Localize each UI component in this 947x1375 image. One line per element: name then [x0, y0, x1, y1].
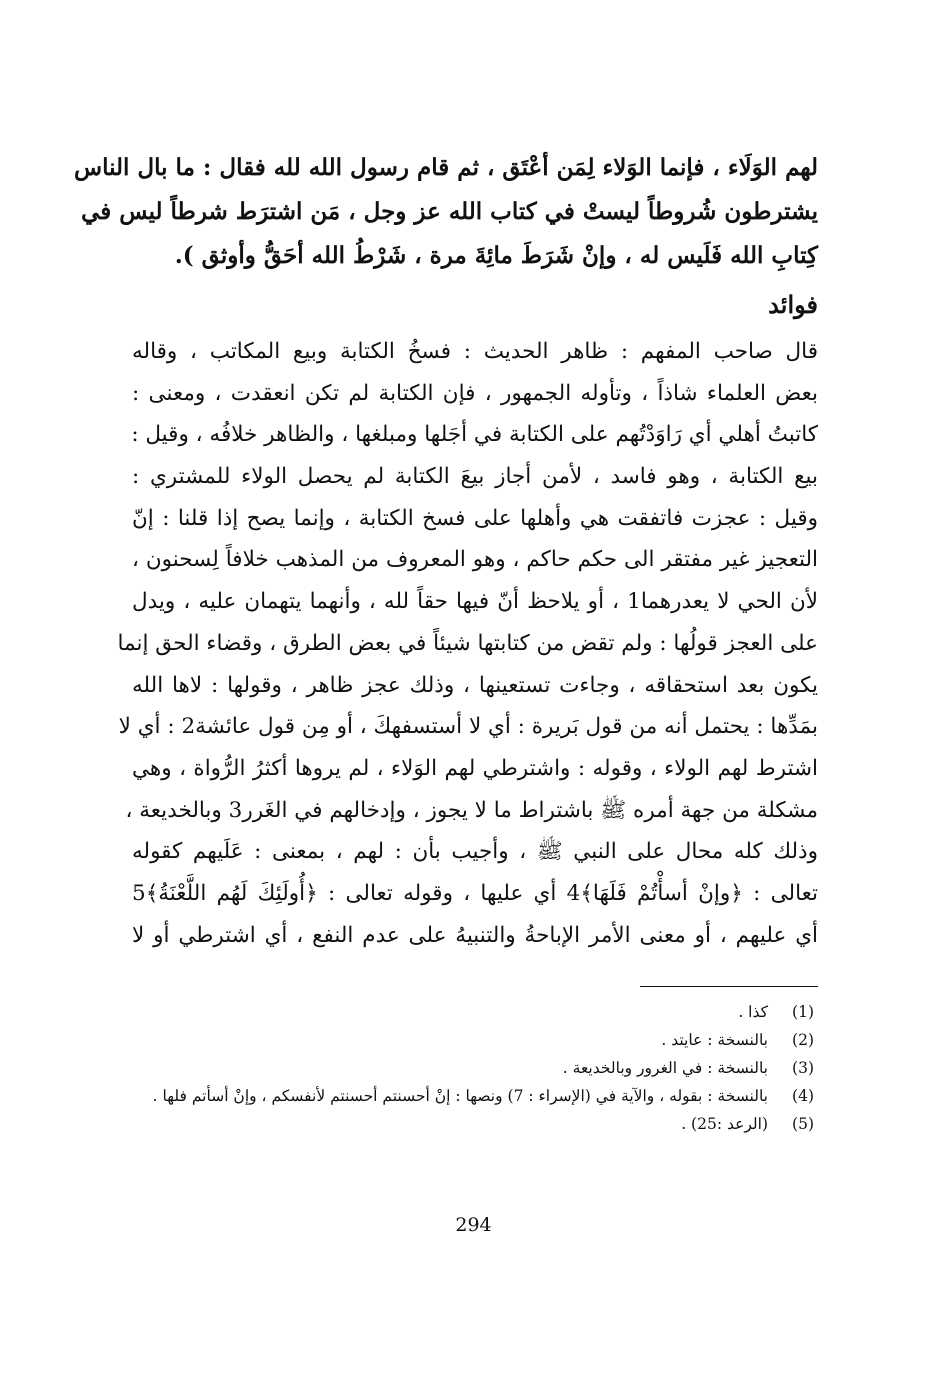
hadith-line: يشترطون شُروطاً ليستْ في كتاب الله عز وجل ، مَن اشترَط شرطاً ليس في	[81, 198, 818, 225]
footnote-divider	[640, 986, 818, 987]
footnote	[128, 998, 818, 1026]
hadith-line: لهم الوَلَاء ، فإنما الوَلاء لِمَن أعْتَق ، ثم قام رسول الله لله فقال : ما بال الناس	[74, 154, 818, 181]
body-line: مشكلة من جهة أمره ﷺ باشتراط ما لا يجوز ، وإدخالهم في الغَرر3 وبالخديعة ،	[125, 797, 818, 823]
hadith-text	[74, 146, 818, 278]
body-line: لأن الحي لا يعدرهما1 ، أو يلاحظ أنّ فيها حقاً لله ، وأنهما يتهمان عليه ، ويدل	[132, 589, 819, 615]
footnote	[128, 1082, 818, 1110]
footnote-number: (5)	[792, 1115, 814, 1133]
body-text	[117, 331, 819, 956]
body-line: على العجز قولُها : ولم تقض من كتابتها شيئاً في بعض الطرق ، وقضاء الحق إنما	[117, 630, 818, 656]
footnotes	[128, 998, 818, 1138]
footnote-text: بالنسخة : في الغرور وبالخديعة .	[562, 1059, 768, 1077]
footnote	[128, 1110, 818, 1138]
body-line: بعض العلماء شاذاً ، وتأوله الجمهور ، فإن الكتابة لم تكن انعقدت ، ومعنى :	[132, 380, 818, 406]
body-line: قال صاحب المفهم : ظاهر الحديث : فسخُ الكتابة وبيع المكاتب ، وقاله	[132, 339, 818, 364]
footnote-text: بالنسخة : بقوله ، والآية في (الإسراء : 7) ونصها : إنْ أحسنتم أحسنتم لأنفسكم ، وإنْ أسأتم فلها .	[152, 1087, 768, 1105]
footnote-text: بالنسخة : عايتد .	[661, 1031, 768, 1049]
body-line: التعجيز غير مفتقر الى حكم حاكم ، وهو المعروف من المذهب خلافاً لِسحنون ،	[132, 547, 818, 573]
footnote-number: (4)	[792, 1087, 814, 1105]
footnote-number: (2)	[792, 1031, 814, 1049]
body-line: يكون بعد استحقاقه ، وجاءت تستعينها ، وذلك عجز ظاهر ، وقولها : لاها الله	[132, 672, 818, 698]
footnote-text: كذا .	[738, 1003, 768, 1021]
page-number: 294	[455, 1214, 492, 1236]
hadith-line: كِتابِ الله فَلَيس له ، وإنْ شَرَطَ مائِةَ مرة ، شَرْطُ الله أحَقُّ وأوثق ).	[174, 242, 818, 269]
body-line: كاتبتُ أهلي أي رَاوَدْتُهم على الكتابة في أجَلها ومبلغها ، والظاهر خلافُه ، وقيل :	[131, 422, 818, 448]
body-line: أي عليهم ، أو معنى الأمر الإباحةُ والتنبيهُ على عدم النفع ، أي اشترطي أو لا	[132, 922, 818, 948]
footnote-number: (3)	[792, 1059, 814, 1077]
body-line: بمَدِّها : يحتمل أنه من قول بَريرة : أي لا أستسفهكَ ، أو مِن قول عائشة2 : أي لا	[118, 714, 818, 740]
footnote-number: (1)	[792, 1003, 814, 1021]
footnote	[128, 1026, 818, 1054]
body-line: تعالى : ﴿وإنْ أسأْتُمْ فَلَهَا﴾4 أي عليها ، وقوله تعالى : ﴿أُولَئِكَ لَهُم اللَّعْنَةُ﴾5	[132, 880, 818, 906]
footnote-text: (الرعد :25) .	[681, 1115, 768, 1133]
body-line: وذلك كله محال على النبي ﷺ ، وأجيب بأن : لهم ، بمعنى : عَلَيهم كقوله	[132, 839, 818, 865]
footnote	[128, 1054, 818, 1082]
body-line: وقيل : عجزت فاتفقت هي وأهلها على فسخ الكتابة ، وإنما يصح إذا قلنا : إنّ	[132, 505, 818, 531]
body-line: بيع الكتابة ، وهو فاسد ، لأمن أجاز بيعَ الكتابة لم يحصل الولاء للمشتري :	[132, 464, 818, 490]
body-line: اشترط لهم الولاء ، وقوله : واشترطي لهم الوَلاء ، لم يروها أكثرُ الرُّواة ، وهي	[132, 755, 818, 781]
section-heading: فوائد	[768, 290, 818, 319]
